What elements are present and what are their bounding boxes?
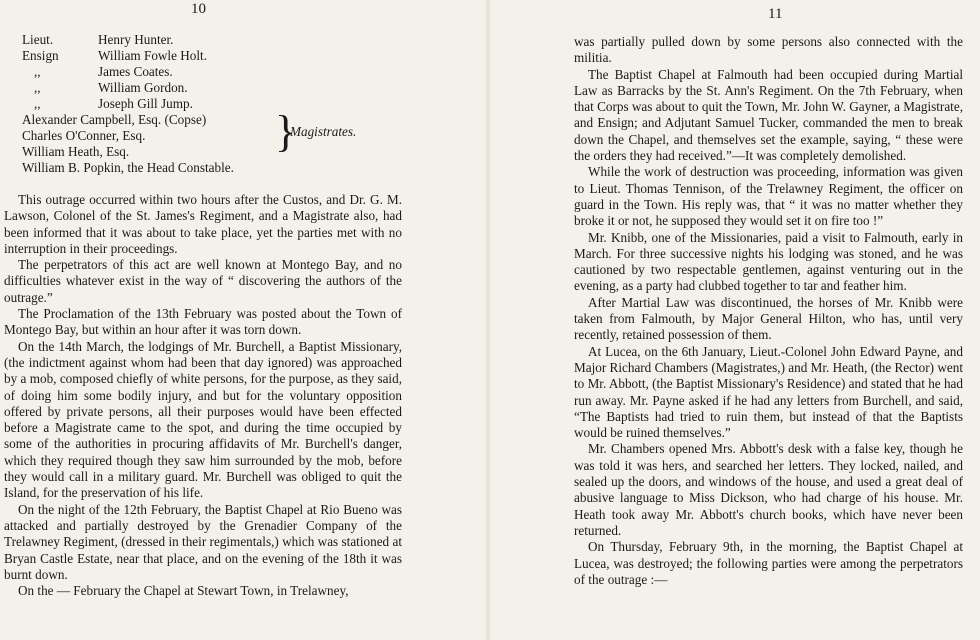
paragraph-continuation: was partially pulled down by some persons also connected with the militia. xyxy=(574,34,963,66)
body-text xyxy=(4,192,402,599)
officer-rank: ,, xyxy=(34,80,41,95)
officer-rank: ,, xyxy=(34,96,41,111)
page-number: 10 xyxy=(191,1,206,17)
magistrate-name: William Heath, Esq. xyxy=(22,144,130,159)
paragraph: Mr. Chambers opened Mrs. Abbott's desk with a false key, though he was told it was hers, and searched her letters. They locked, nailed, and sealed up the doors, and windows of the house, and used a great deal of abusive language to Miss Dickson, who had charge of his house. Mr. Heath took away Mr. Abbott's church books, which have never been returned. xyxy=(574,441,963,538)
officer-name: Henry Hunter. xyxy=(98,32,174,47)
officer-row xyxy=(22,64,173,80)
paragraph: On the — February the Chapel at Stewart Town, in Trelawney, xyxy=(18,583,349,599)
officer-name: Joseph Gill Jump. xyxy=(98,96,193,111)
left-page xyxy=(0,0,486,640)
officer-row xyxy=(22,80,188,96)
paragraph: The Baptist Chapel at Falmouth had been occupied during Martial Law as Barracks by the St. Ann's Regiment. On the 7th February, when that Corps was about to quit the Town, Mr. John W. Gayner, a Magistrate, and Ensign; and Adjutant Samuel Tucker, commanded the men to break down the Chapel, and themselves set the example, saying, “ these were the orders they had received.”—It was completely demolished. xyxy=(574,66,963,164)
officer-row xyxy=(22,48,207,64)
officer-rank: Lieut. xyxy=(22,32,54,47)
paragraph: The Proclamation of the 13th February was posted about the Town of Montego Bay, but within an hour after it was torn down. xyxy=(4,306,402,338)
paragraph: This outrage occurred within two hours after the Custos, and Dr. G. M. Lawson, Colonel of the St. James's Regiment, and a Magistrate also, had been informed that it was about to take place, yet the parties met with no interruption in their proceedings. xyxy=(4,192,402,256)
officer-name: William Fowle Holt. xyxy=(98,48,207,63)
paragraph: After Martial Law was discontinued, the horses of Mr. Knibb were taken from Falmouth, by Major General Hilton, who has, until very recently, retained possession of them. xyxy=(574,294,963,343)
paragraph: The perpetrators of this act are well known at Montego Bay, and no difficulties whatever exist in the way of “ discovering the authors of the outrage.” xyxy=(4,257,402,305)
officer-row xyxy=(22,96,193,112)
body-text xyxy=(574,34,963,588)
paragraph: While the work of destruction was proceeding, information was given to Lieut. Thomas Tennison, of the Trelawney Regiment, the officer on guard in the Town. His reply was, that “ it was no matter whether they broke it or not, he supposed they would set it on fire too !” xyxy=(574,164,963,229)
paragraph: On the night of the 12th February, the Baptist Chapel at Rio Bueno was attacked and partially destroyed by the Grenadier Company of the Trelawney Regiment, (dressed in their regimentals,) which was stationed at Bryan Castle Estate, near that place, and on the evening of the 18th it was burnt down. xyxy=(4,501,402,582)
magistrates-label: Magistrates. xyxy=(290,124,357,139)
magistrate-name: Charles O'Conner, Esq. xyxy=(22,128,146,143)
paragraph: On Thursday, February 9th, in the morning, the Baptist Chapel at Lucea, was destroyed; the following parties were among the perpetrators of the outrage :— xyxy=(574,539,963,587)
officer-rank: ,, xyxy=(34,64,41,79)
right-page xyxy=(490,0,980,640)
paragraph: Mr. Knibb, one of the Missionaries, paid a visit to Falmouth, early in March. For three successive nights his lodging was stoned, and he was cautioned by two respectable gentlemen, against venturing out in the evening, as a party had clubbed together to tar and feather him. xyxy=(574,229,963,294)
paragraph: At Lucea, on the 6th January, Lieut.-Colonel John Edward Payne, and Major Richard Chambers (Magistrates,) and Mr. Heath, (the Rector) went to Mr. Abbott, (the Baptist Missionary's Residence) and stated that he had run away. Mr. Payne asked if he had any letters from Burchell, and said, “The Baptists had tried to ruin them, but instead of that the Baptists would be ruined themselves.” xyxy=(574,343,963,441)
paragraph: On the 14th March, the lodgings of Mr. Burchell, a Baptist Missionary, (the indictment against whom had been that day ignored) was approached by a mob, composed chiefly of white persons, for the purpose, as they said, of doing him some bodily injury, and but for the voluntary opposition offered by private persons, all their purposes would have been effected before a Magistrate came to the spot, and during the time occupied by some of the authorities in procuring affidavits of Mr. Burchell's danger, which they required though they saw him surrounded by the mob, before they would call in a military guard. Mr. Burchell was obliged to quit the Island, for the preservation of his life. xyxy=(4,338,402,501)
head-constable: William B. Popkin, the Head Constable. xyxy=(22,160,234,175)
magistrates-brace: } xyxy=(275,107,297,156)
magistrate-name: Alexander Campbell, Esq. (Copse) xyxy=(22,112,207,127)
page-number: 11 xyxy=(768,6,783,22)
officer-rank: Ensign xyxy=(22,48,59,63)
officer-name: William Gordon. xyxy=(98,80,188,95)
officer-name: James Coates. xyxy=(98,64,173,79)
officer-row xyxy=(22,32,173,48)
